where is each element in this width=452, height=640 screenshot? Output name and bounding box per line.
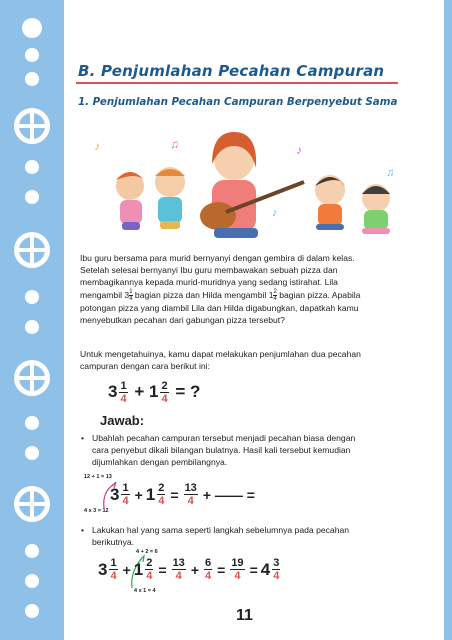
fraction-denominator: 4 xyxy=(187,495,194,507)
svg-text:♫: ♫ xyxy=(386,167,395,179)
equals-question: = ? xyxy=(175,381,201,401)
text-line: berikutnya. xyxy=(92,537,135,548)
flower-icon xyxy=(25,446,39,460)
flower-icon xyxy=(25,290,39,304)
step1-expression xyxy=(110,482,258,507)
intro-paragraph xyxy=(80,348,398,372)
flower-icon xyxy=(25,48,39,62)
annotation-product: 4 x 3 = 12 xyxy=(84,508,109,514)
flower-icon xyxy=(25,320,39,334)
whole-number: 1 xyxy=(149,381,159,401)
text-line: • Ubahlah pecahan campuran tersebut menjadi pecahan biasa dengan xyxy=(92,433,356,443)
bullet-step-1 xyxy=(80,432,398,469)
flower-icon xyxy=(22,18,42,38)
fraction-denominator: 4 xyxy=(110,570,117,582)
equals-sign: = xyxy=(158,561,167,578)
bullet-step-2 xyxy=(80,524,398,548)
fraction xyxy=(119,380,127,405)
text-line: • Lakukan hal yang sama seperti langkah sebelumnya pada pecahan xyxy=(92,525,350,535)
fraction-denominator: 4 xyxy=(205,570,212,582)
flower-icon xyxy=(25,72,39,86)
fraction-numerator: 13 xyxy=(172,557,185,569)
blank-term: + —— = xyxy=(202,486,255,503)
fraction-numerator: 13 xyxy=(184,482,197,494)
decorative-side-strip xyxy=(0,0,64,640)
fraction-denominator: 4 xyxy=(129,295,133,302)
fraction-numerator: 6 xyxy=(205,557,212,569)
text-line: Setelah selesai bernyanyi Ibu guru membawakan sebuah pizza dan xyxy=(80,265,338,276)
whole-number: 3 xyxy=(98,559,108,579)
fraction-denominator: 4 xyxy=(146,570,153,582)
text-line: menyebutkan pecahan dari gabungan pizza tersebut? xyxy=(80,315,285,326)
annotation-sum: 4 + 2 = 6 xyxy=(136,549,158,555)
fraction xyxy=(121,482,129,507)
annotation-sum: 12 + 1 = 13 xyxy=(84,474,112,480)
fraction-denominator: 4 xyxy=(161,393,168,405)
fraction-numerator: 2 xyxy=(273,288,277,295)
fraction-denominator: 4 xyxy=(273,570,280,582)
fraction xyxy=(172,557,186,582)
fraction xyxy=(204,557,212,582)
text-fragment: bagian pizza. Apabila xyxy=(276,289,361,300)
fraction-denominator: 4 xyxy=(273,295,277,302)
fraction-numerator: 2 xyxy=(146,557,153,569)
fraction xyxy=(145,557,153,582)
whole-number: 3 xyxy=(110,484,120,504)
equals-sign: = xyxy=(249,561,258,578)
text-fragment: bagian pizza dan Hilda mengambil 1 xyxy=(132,289,274,300)
text-line xyxy=(80,289,398,302)
fraction-numerator: 1 xyxy=(122,482,129,494)
fraction-denominator: 4 xyxy=(175,570,182,582)
fraction-numerator: 1 xyxy=(120,380,127,392)
equals-sign: = xyxy=(170,486,179,503)
plus-sign: + xyxy=(134,486,143,503)
svg-text:♪: ♪ xyxy=(272,207,278,219)
equals-sign: = xyxy=(217,561,226,578)
flower-icon xyxy=(25,190,39,204)
fraction-denominator: 4 xyxy=(122,495,129,507)
flower-icon xyxy=(25,604,39,618)
text-line: Ibu guru bersama para murid bernyanyi dengan gembira di dalam kelas. xyxy=(80,253,355,263)
plus-sign: + xyxy=(190,561,199,578)
fraction xyxy=(109,557,117,582)
text-line: membagikannya kepada murid-muridnya yang sedang istirahat. Lila xyxy=(80,277,338,288)
cross-circle-icon xyxy=(14,232,50,268)
fraction xyxy=(157,482,165,507)
whole-number: 1 xyxy=(145,484,156,504)
whole-number: 1 xyxy=(133,559,144,579)
whole-number: 3 xyxy=(108,381,118,401)
flower-icon xyxy=(25,160,39,174)
flower-icon xyxy=(25,416,39,430)
flower-icon xyxy=(25,544,39,558)
text-line: potongan pizza yang diambil Lila dan Hilda digabungkan, dapatkah kamu xyxy=(80,302,359,313)
fraction xyxy=(160,380,168,405)
fraction-denominator: 4 xyxy=(158,495,165,507)
fraction-numerator: 1 xyxy=(110,557,117,569)
section-title: B. Penjumlahan Pecahan Campuran xyxy=(78,62,385,80)
result-fraction xyxy=(184,482,198,507)
fraction-denominator: 4 xyxy=(120,393,127,405)
text-fragment: mengambil 3 xyxy=(80,289,130,300)
fraction-numerator: 19 xyxy=(231,557,244,569)
question-expression xyxy=(108,380,200,405)
step2-expression xyxy=(98,557,282,582)
svg-text:♫: ♫ xyxy=(170,137,179,151)
story-paragraph xyxy=(80,252,398,326)
fraction xyxy=(230,557,244,582)
flower-icon xyxy=(25,574,39,588)
cross-circle-icon xyxy=(14,360,50,396)
svg-text:♪: ♪ xyxy=(296,143,302,157)
page-number: 11 xyxy=(236,607,253,624)
fraction xyxy=(272,557,280,582)
fraction-numerator: 2 xyxy=(158,482,165,494)
plus-sign: + xyxy=(122,561,131,578)
subsection-title: 1. Penjumlahan Pecahan Campuran Berpenyebut Sama xyxy=(78,96,398,108)
answer-label: Jawab: xyxy=(100,413,145,428)
plus-sign: + xyxy=(134,381,145,401)
text-line: dijumlahkan dengan pembilangnya. xyxy=(92,457,228,468)
annotation-product: 4 x 1 = 4 xyxy=(134,588,156,594)
whole-number: 4 xyxy=(260,559,271,579)
classroom-singing-illustration xyxy=(86,124,416,244)
cross-circle-icon xyxy=(14,486,50,522)
text-line: cara penyebut dikali bilangan bulatnya. Hasil kali tersebut kemudian xyxy=(92,445,351,456)
fraction-numerator: 2 xyxy=(161,380,168,392)
svg-text:♪: ♪ xyxy=(94,139,100,153)
fraction-numerator: 1 xyxy=(129,288,133,295)
cross-circle-icon xyxy=(14,108,50,144)
fraction-numerator: 3 xyxy=(273,557,280,569)
text-line: campuran dengan cara berikut ini: xyxy=(80,361,210,372)
fraction-denominator: 4 xyxy=(234,570,241,582)
text-line: Untuk mengetahuinya, kamu dapat melakukan penjumlahan dua pecahan xyxy=(80,349,361,359)
right-border xyxy=(444,0,452,640)
